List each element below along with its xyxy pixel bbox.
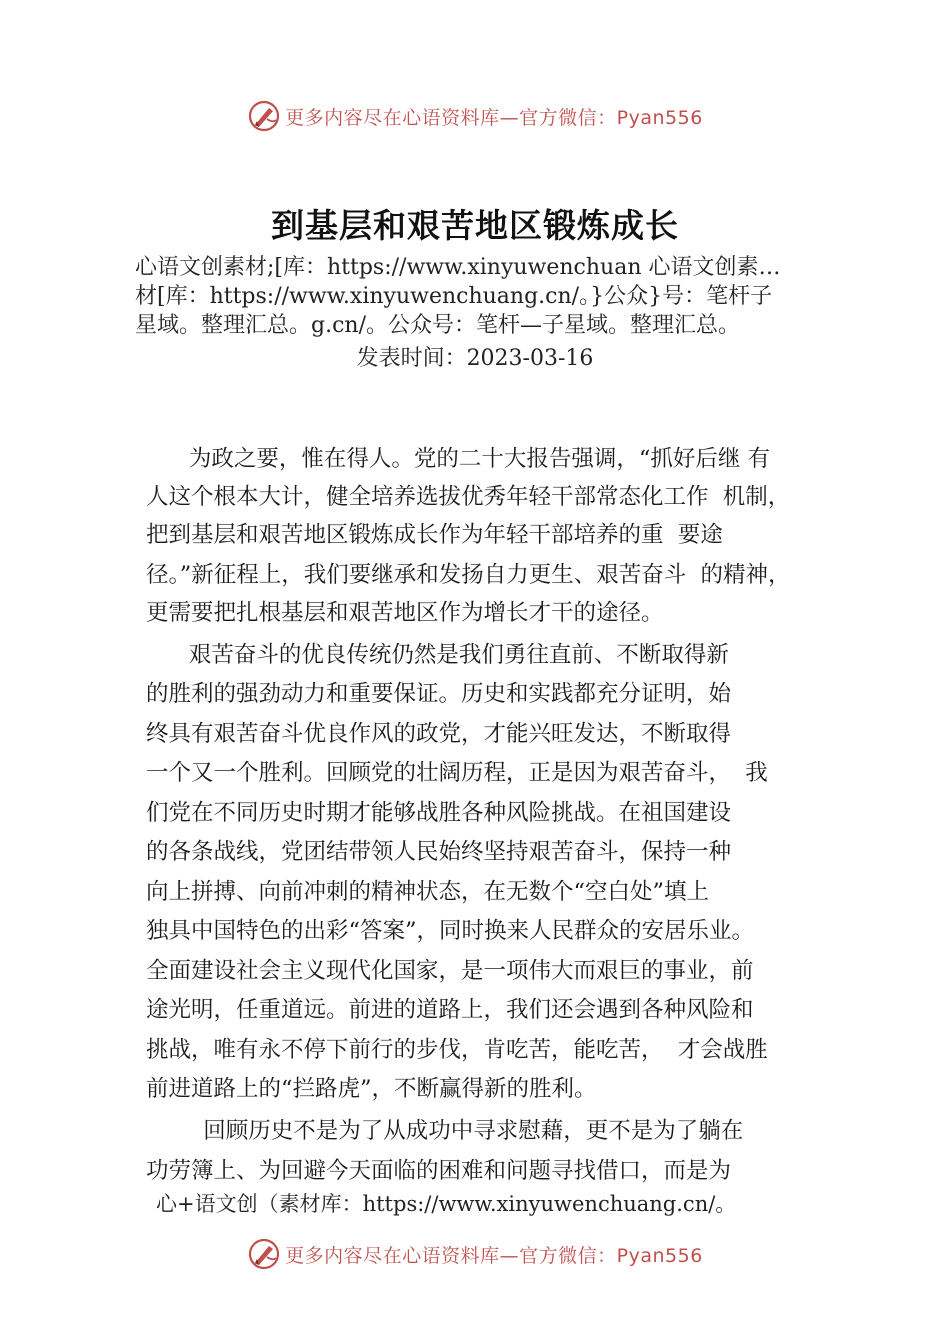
header-banner	[0, 96, 950, 136]
document-title: 到基层和艰苦地区锻炼成长	[271, 206, 679, 245]
body-line: 把到基层和艰苦地区锻炼成长作为年轻干部培养的重 要途	[146, 522, 723, 548]
pen-logo-icon	[247, 99, 281, 133]
source-line-1: 心语文创素材;[库：https://www.xinyuwenchuan 心语文创素…	[135, 255, 781, 280]
source-line-3: 星域。整理汇总。g.cn/。公众号：笔杆—子星域。整理汇总。	[135, 313, 740, 338]
body-line: 前进道路上的“拦路虎”，不断赢得新的胜利。	[146, 1076, 597, 1102]
pen-logo-icon	[247, 1237, 281, 1271]
publish-time: 发表时间：2023-03-16	[356, 346, 594, 371]
body-line: 向上拼搏、向前冲刺的精神状态，在无数个“空白处”填上	[146, 879, 710, 905]
body-line: 更需要把扎根基层和艰苦地区作为增长才干的途径。	[146, 600, 664, 626]
body-line: 径。”新征程上，我们要继承和发扬自力更生、艰苦奋斗 的精神，	[146, 562, 791, 588]
body-line: 独具中国特色的出彩“答案”，同时换来人民群众的安居乐业。	[146, 918, 755, 944]
banner-text: 更多内容尽在心语资料库—官方微信：Pyan556	[285, 106, 703, 129]
body-line: 人这个根本大计，健全培养选拔优秀年轻干部常态化工作 机制，	[146, 484, 791, 510]
body-line: 回顾历史不是为了从成功中寻求慰藉，更不是为了躺在	[146, 1118, 744, 1144]
body-line: 终具有艰苦奋斗优良作风的政党，才能兴旺发达，不断取得	[146, 721, 732, 747]
body-line: 全面建设社会主义现代化国家，是一项伟大而艰巨的事业，前	[146, 958, 754, 984]
source-line-2: 材[库：https://www.xinyuwenchuang.cn/。}公众}号：笔杆子	[135, 284, 773, 309]
body-line: 途光明，任重道远。前进的道路上，我们还会遇到各种风险和	[146, 997, 754, 1023]
banner-text: 更多内容尽在心语资料库—官方微信：Pyan556	[285, 1244, 703, 1267]
body-line: 的胜利的强劲动力和重要保证。历史和实践都充分证明，始	[146, 681, 732, 707]
body-line: 的各条战线，党团结带领人民始终坚持艰苦奋斗，保持一种	[146, 839, 732, 865]
body-line: 一个又一个胜利。回顾党的壮阔历程，正是因为艰苦奋斗， 我	[146, 760, 768, 786]
body-line: 艰苦奋斗的优良传统仍然是我们勇往直前、不断取得新	[146, 642, 729, 668]
body-line: 们党在不同历史时期才能够战胜各种风险挑战。在祖国建设	[146, 800, 732, 826]
footer-source-line: 心+语文创（素材库：https://www.xinyuwenchuang.cn/。	[156, 1192, 737, 1216]
footer-banner	[0, 1234, 950, 1274]
body-line: 挑战，唯有永不停下前行的步伐，肯吃苦，能吃苦， 才会战胜	[146, 1037, 768, 1063]
body-line: 功劳簿上、为回避今天面临的困难和问题寻找借口，而是为	[146, 1158, 732, 1184]
body-line: 为政之要，惟在得人。党的二十大报告强调，“抓好后继 有	[146, 446, 771, 472]
